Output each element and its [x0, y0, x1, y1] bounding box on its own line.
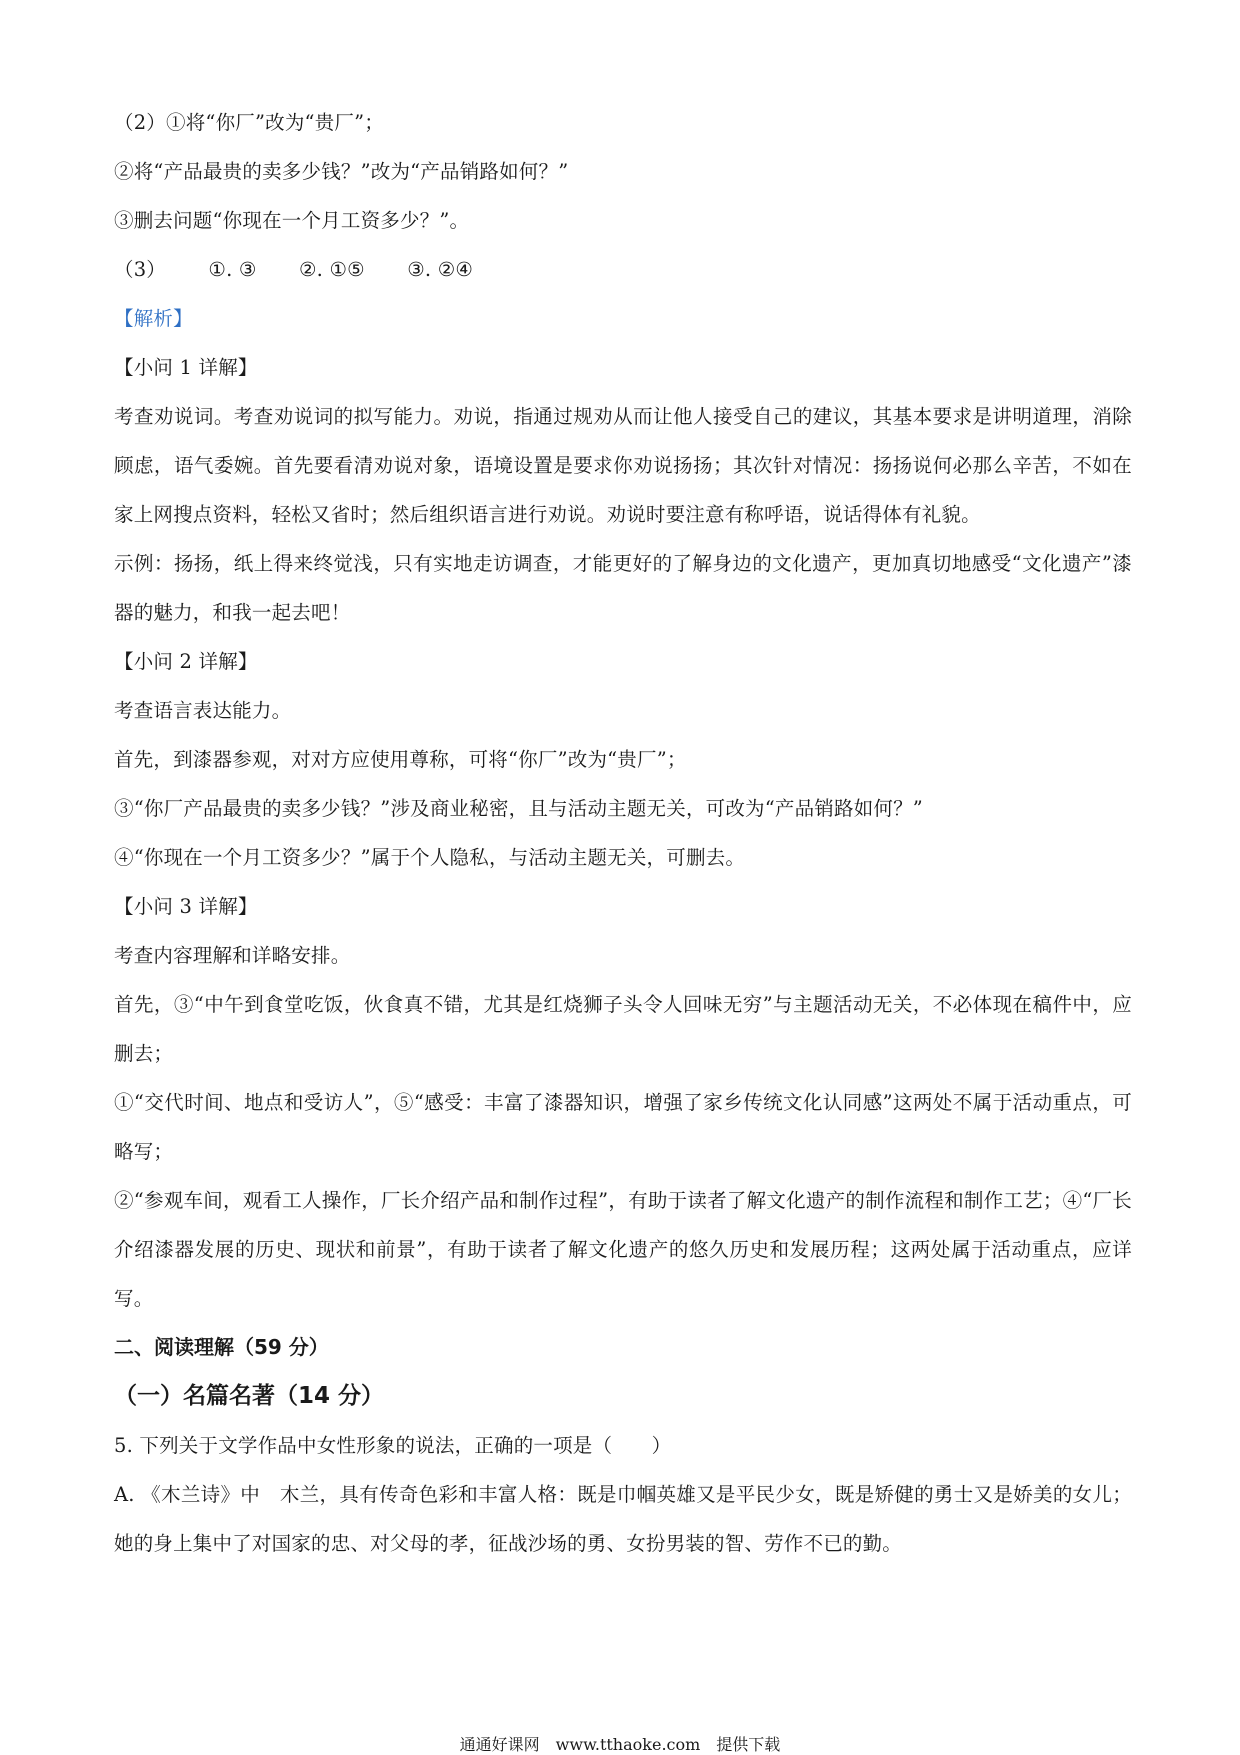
answer-q3-option-1: ①. ③: [208, 258, 257, 281]
sub2-paragraph-2: 首先，到漆器参观，对对方应使用尊称，可将“你厂”改为“贵厂”；: [114, 748, 687, 771]
answer-q3-option-2: ②. ①⑤: [299, 258, 365, 281]
answer-q2-line2: ②将“产品最贵的卖多少钱？”改为“产品销路如何？”: [114, 160, 569, 183]
sub1-paragraph-2: 示例：扬扬，纸上得来终觉浅，只有实地走访调查，才能更好的了解身边的文化遗产，更加真切地感受“文化遗产”漆器的魅力，和我一起去吧！: [114, 552, 1132, 624]
answer-q2-line3: ③删去问题“你现在一个月工资多少？”。: [114, 209, 470, 232]
sub1-paragraph-1: 考查劝说词。考查劝说词的拟写能力。劝说，指通过规劝从而让他人接受自己的建议，其基本要求是讲明道理，消除顾虑，语气委婉。首先要看清劝说对象，语境设置是要求你劝说扬扬；其次针对情况：扬扬说何必那么辛苦，不如在家上网搜点资料，轻松又省时；然后组织语言进行劝说。劝说时要注意有称呼语，说话得体有礼貌。: [114, 405, 1132, 526]
footer-source: 通通好课网 www.tthaoke.com 提供下载: [459, 1735, 781, 1754]
answer-q3-option-3: ③. ②④: [407, 258, 474, 281]
section-2-title: 二、阅读理解（59 分）: [114, 1335, 329, 1359]
answer-q3-label: （3）: [114, 258, 167, 281]
analysis-label: 【解析】: [114, 307, 193, 330]
sub2-paragraph-4: ④“你现在一个月工资多少？”属于个人隐私，与活动主题无关，可删去。: [114, 846, 746, 869]
document-page: [114, 98, 1132, 1568]
sub3-paragraph-4: ②“参观车间，观看工人操作，厂长介绍产品和制作过程”，有助于读者了解文化遗产的制作流程和制作工艺；④“厂长介绍漆器发展的历史、现状和前景”，有助于读者了解文化遗产的悠久历史和发展历程；这两处属于活动重点，应详写。: [114, 1189, 1132, 1310]
answer-q2-line1: （2）①将“你厂”改为“贵厂”；: [114, 111, 384, 134]
answer-q3-line: [114, 245, 1132, 294]
question-5: 5. 下列关于文学作品中女性形象的说法，正确的一项是（ ）: [114, 1434, 672, 1457]
sub3-paragraph-3: ①“交代时间、地点和受访人”，⑤“感受：丰富了漆器知识，增强了家乡传统文化认同感”这两处不属于活动重点，可略写；: [114, 1091, 1132, 1163]
sub2-paragraph-3: ③“你厂产品最贵的卖多少钱？”涉及商业秘密，且与活动主题无关，可改为“产品销路如何？”: [114, 797, 923, 820]
sub3-heading: 【小问 3 详解】: [114, 895, 258, 918]
sub3-paragraph-1: 考查内容理解和详略安排。: [114, 944, 351, 967]
sub2-paragraph-1: 考查语言表达能力。: [114, 699, 292, 722]
question-5-option-a: A. 《木兰诗》中 木兰，具有传奇色彩和丰富人格：既是巾帼英雄又是平民少女，既是矫健的勇士又是娇美的女儿；她的身上集中了对国家的忠、对父母的孝，征战沙场的勇、女扮男装的智、劳作不已的勤。: [114, 1483, 1132, 1555]
sub1-heading: 【小问 1 详解】: [114, 356, 258, 379]
section-2-subtitle: （一）名篇名著（14 分）: [114, 1383, 385, 1409]
sub2-heading: 【小问 2 详解】: [114, 650, 258, 673]
sub3-paragraph-2: 首先，③“中午到食堂吃饭，伙食真不错，尤其是红烧狮子头令人回味无穷”与主题活动无关，不必体现在稿件中，应删去；: [114, 993, 1132, 1065]
